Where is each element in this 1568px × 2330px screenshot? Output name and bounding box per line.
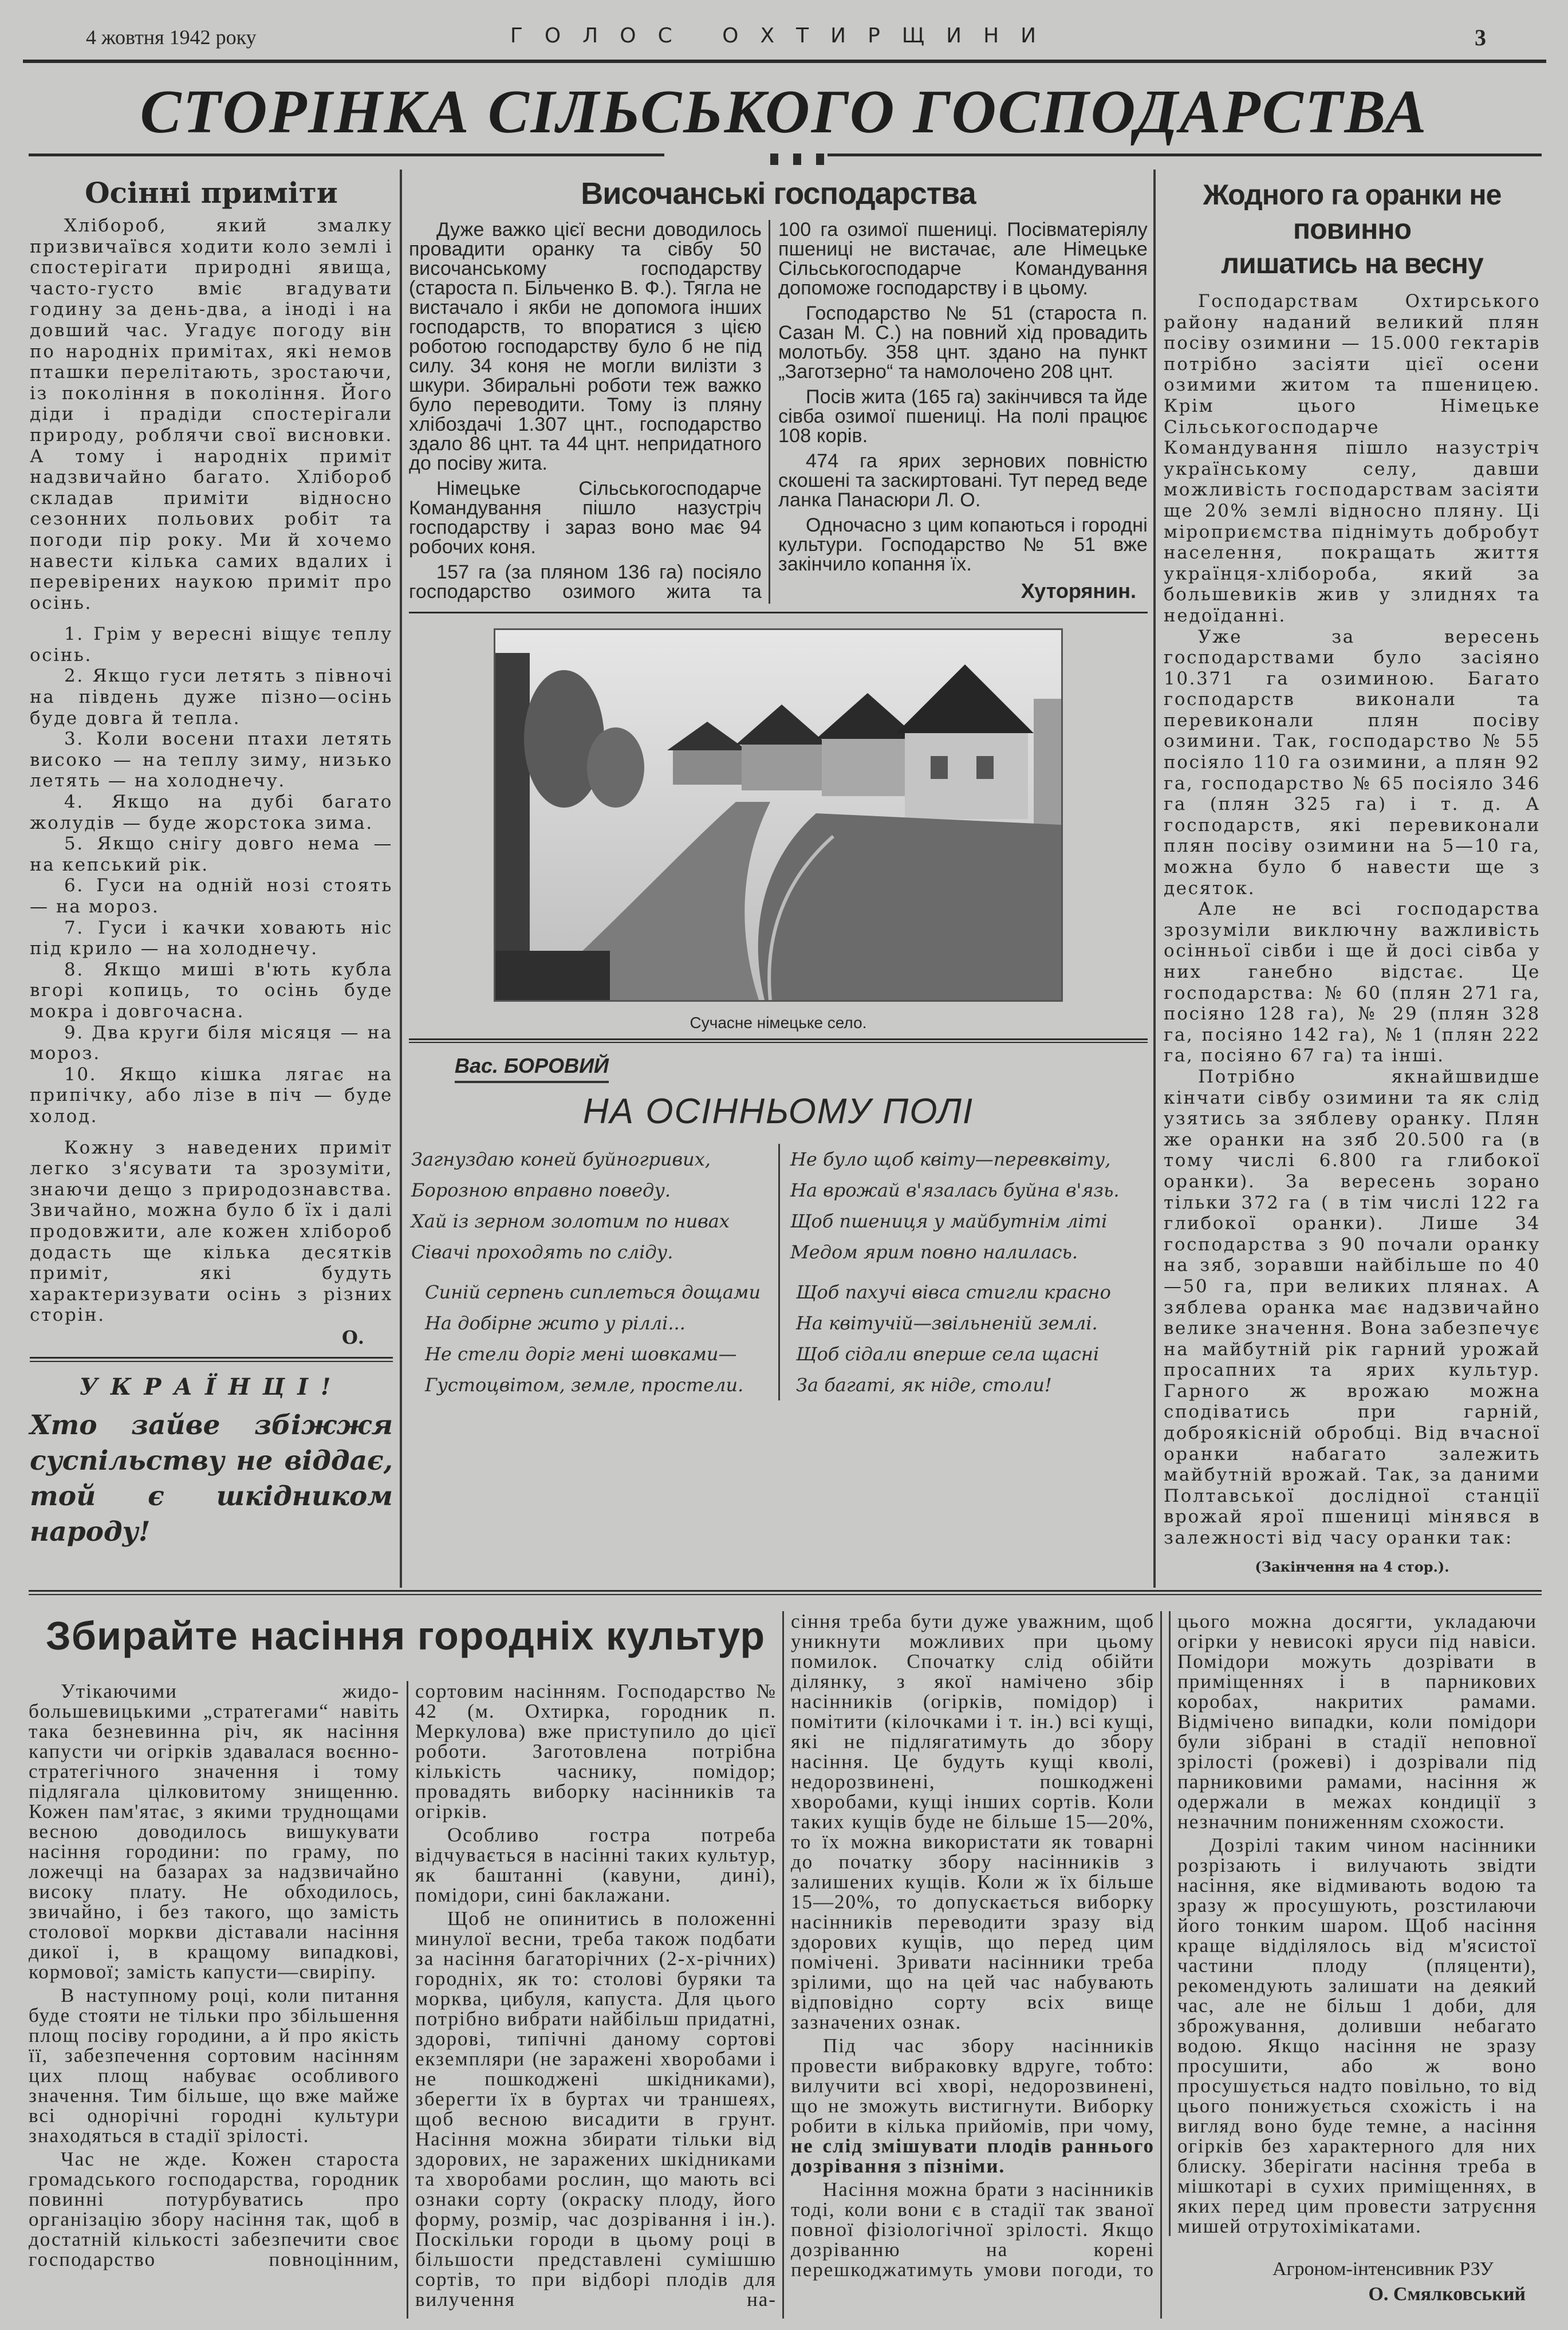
- slogan-heading: УКРАЇНЦІ!: [79, 1373, 344, 1400]
- poem-stanza: [409, 1277, 778, 1400]
- paragraph: [1177, 1835, 1537, 2236]
- poem-line: Щоб пахучі вівса стигли красно: [796, 1281, 1111, 1303]
- list-item: 2. Якщо гуси летять з півночі на південь дуже пізно—осінь буде довга й тепла.: [30, 666, 393, 729]
- paragraph: [791, 2179, 1155, 2280]
- paragraph-text: Господарство № 51 (староста п. Сазан М. С.) на повний хід провадить молотьбу. 358 цнт. здано на пункт „Заготзерно“ та намолочено 208 цнт.: [778, 302, 1148, 383]
- emphasized-text: не слід змішувати плодів раннього дозрівання з пізніми.: [791, 2134, 1155, 2177]
- paragraph-text: сортовим насінням. Господарство № 42 (м. Охтирка, городник п. Меркулова) вже приступило до цієї роботи. Заготовлена потрібна кількість часнику, помідор; провадять виборку насінників та огірків.: [415, 1679, 777, 1823]
- paragraph-text: Дозрілі таким чином насінники розрізають і вилучають звідти насіння, яке відмивають водою та зразу ж просушують, розстилаючи його тонким шаром. Щоб насіння краще відділялось від м'ясистої частини плоду (пляценти), рекомендують залишати на деякий час, але не більш 1 доби, для зброжування, доливши небагато водою. Якщо насіння не зразу просушити, або ж воно просушується надто повільно, то від цього понижується схожість і на вигляд воно буде темне, а насіння огірків без характерного для них блиску. Зберігати насіння треба в мішкотарі в сухих приміщеннях, в яких перед цим провести затруєння мишей отрутохімікатами.: [1177, 1833, 1537, 2237]
- article-title: [1164, 178, 1541, 281]
- list-item: 10. Якщо кішка лягає на припічку, або лізе в піч — буде холод.: [30, 1064, 393, 1127]
- section-rule: [29, 1594, 1542, 1595]
- list-item: 5. Якщо снігу довго нема — на кепський рік.: [30, 833, 393, 875]
- ornament-dot: [770, 154, 778, 165]
- list-item: 3. Коли восени птахи летять високо — на теплу зиму, низько летять — на холоднечу.: [30, 729, 393, 792]
- paragraph-text: Щоб не опинитись в положенні минулої весни, треба також подбати за насіння багаторічних (2-х-річних) городніх, як то: столові буряки та морква, цибуля, капуста. Для цього потрібно вибрати найбільш придатні, здорові, типічні даному сортові екземпляри (не заражені хворобами і не пошкоджені шкідниками), зберегти їх в буртах чи траншеях, щоб весною висадити в грунт. Насіння можна збирати тільки від здорових, не заражених шкідниками та хворобами рослин, що мають всі ознаки сорту (окраску плоду, його форму, розмір, час дозрівання і ін.). Поскільки городи в цьому році в більшости представлені сумішшю сортів, то при відборі плодів для вилучення на-: [415, 1907, 777, 2311]
- paragraph-text: Під час збору насінників провести вибраковку вдруге, тобто: вилучити всі хворі, недорозвинені, що не зможуть вистигнути. Виборку робити в кілька прийомів, при чому,: [791, 2034, 1155, 2137]
- paragraph: [29, 1985, 400, 2146]
- paragraph: [29, 2149, 400, 2269]
- issue-date: 4 жовтня 1942 року: [86, 26, 257, 49]
- paragraph: Хлібороб, який змалку призвичаївся ходити коло землі і спостерігати природні явища, часто-густо вміє вгадувати годину за день-два, а іноді і на довший час. Угадує погоду він по народніх примітах, які немов пташки перелітають, зростаючи, із покоління в покоління. Його діди і прадіди спостерігали природу, роблячи свої висновки. А тому і народніх приміт надзвичайно багато. Хлібороб складав приміти відносно сезонних польових робіт та погоди пір року. Ми й хочемо навести кілька самих вдалих і перевірених наукою приміт про осінь.: [30, 215, 393, 613]
- article-columns: [409, 220, 1148, 604]
- paragraph: Уже за вересень господарствами було засіяно 10.371 га озиминою. Багато господарств виконали та перевиконали плян посіву озимини. Так, господарство № 55 посіяло 110 га озимини, а плян 92 га, господарство № 65 посіяло 346 га (плян 325 га) і т. д. А господарств, які перевиконали плян посіву озимини на 5—10 га, можна було б навести ще з десяток.: [1164, 626, 1541, 899]
- ornament-dot: [816, 154, 824, 165]
- article-collect-seeds: [29, 1611, 1542, 2319]
- signature-role: Агроном-інтенсивник РЗУ: [1272, 2258, 1494, 2280]
- paragraph: [778, 387, 1148, 446]
- poem-stanza: [409, 1144, 778, 1268]
- article-title-line: Жодного га оранки не повинно: [1203, 179, 1502, 245]
- list-item: 1. Грім у вересні віщує теплу осінь.: [30, 624, 393, 666]
- poem-stanza: [778, 1268, 1148, 1400]
- paragraph-text: 474 га ярих зернових повністю скошені та заскиртовані. Тут перед веде ланка Панасюри Л. О.: [778, 450, 1148, 511]
- list-item: 7. Гуси і качки ховають ніс під крило — на холоднечу.: [30, 917, 393, 959]
- article-column: [407, 1681, 782, 2319]
- poem-line: Не стели доріг мені шовками—: [425, 1343, 737, 1365]
- paragraph: Потрібно якнайшвидше кінчати сівбу озимини та як слід узятись за зяблеву оранку. Плян же оранки на зяб 20.500 га (в тому числі 6.800 га глибокої оранки). За вересень зорано тільки 372 га ( в тім числі 122 га глибокої оранки). Лише 34 господарства з 90 почали оранку на зяб, зоравши найбільше по 40—50 га, при великих плянах. А зяблева оранка має надзвичайно велике значення. Вона забезпечує на майбутній рік гарний урожай просапних та ярих культур. Гарного ж врожаю можна сподіватись при гарній, доброякісній обробці. Від вчасної оранки набагато залежить майбутній врожай. Так, за даними Полтавської дослідної станції врожай ярої пшениці мінявся в залежності від часу оранки так:: [1164, 1066, 1541, 1549]
- village-photo-image: [495, 630, 1061, 1000]
- signs-list: [30, 624, 393, 1127]
- section-rule: [29, 1590, 1542, 1592]
- slogan-text: Хто зайве збіжжя суспільству не віддає, той є шкідником народу!: [30, 1409, 393, 1548]
- article-body: [1164, 291, 1541, 1549]
- newspaper-masthead: ГОЛОС ОХТИРЩИНИ: [510, 24, 1058, 48]
- article-title: Збирайте насіння городніх культур: [45, 1613, 766, 1658]
- paragraph-text: 157 га (за пляном 136 га) посіяло господарство озимого жита та: [409, 561, 762, 603]
- paragraph-text: Особливо гостра потреба відчувається в насінні таких культур, як баштанні (кавуни, дині), помідори, сині баклажани.: [415, 1823, 777, 1906]
- photo-caption: Сучасне німецьке село.: [690, 1014, 867, 1032]
- poem-line: Щоб пшениця у майбутнім літі: [790, 1210, 1108, 1232]
- top-section: [29, 170, 1542, 1588]
- signature-name: О. Смялковський: [1368, 2283, 1526, 2305]
- paragraph-text: Посів жита (165 га) закінчився та йде сівба озимої пшениці. На полі працює 108 корів.: [778, 386, 1148, 447]
- title-rule-right: [828, 154, 1542, 156]
- paragraph: Але не всі господарства зрозуміли виключну важливість осінньої сівби і ще й досі сівба у них ганебно відстає. Це господарства: № 60 (плян 271 га, посіяно 128 га), № 29 (плян 328 га, посіяно 142 га), № 1 (плян 222 га, посіяно 67 га) та інші.: [1164, 899, 1541, 1066]
- poem-line: На добірне жито у ріллі...: [425, 1312, 685, 1334]
- poem-line: Загнуздаю коней буйногривих,: [411, 1148, 711, 1170]
- paragraph-text: В наступному році, коли питання буде стояти не тільки про збільшення площ посіву городини, а й про якість її, забезпечення сортовим насінням цих площ набуває особливого значення. Тим більше, що вже майже всі однорічні городні культури знаходяться в стадії зрілості.: [29, 1983, 400, 2147]
- list-item: 6. Гуси на одній нозі стоять — на мороз.: [30, 875, 393, 917]
- article-title-line: лишатись на весну: [1221, 247, 1483, 280]
- article-no-hectare-left: [1156, 170, 1542, 1588]
- poem-line: Медом ярим повно налилась.: [790, 1241, 1078, 1263]
- signature: [1169, 2257, 1539, 2319]
- hedge: [758, 813, 1061, 1000]
- header-rule: [23, 60, 1546, 63]
- section-rule: [30, 1357, 393, 1359]
- village-photo: [494, 628, 1063, 1002]
- poem-line: Борозною вправно поведу.: [411, 1179, 671, 1201]
- poem-title: НА ОСІННЬОМУ ПОЛІ: [582, 1092, 974, 1131]
- poem-line: Щоб сідали вперше села щасні: [796, 1343, 1100, 1365]
- paragraph: Господарствам Охтирського району наданий великий плян посіву озимини — 15.000 гектарів потрібно засіяти цієї осени озимими житом та пшеницею. Крім цього Німецьке Сільськогосподарче Командування пішло назустріч українському селу, давши можливість господарствам засіяти ще 20% землі відносно пляну. Ці міроприємства піднімуть добробут населення, покращать життя українця-хлібороба, який за большевиків жив у злиднях та недоїданні.: [1164, 291, 1541, 626]
- page-body: [29, 170, 1542, 2319]
- article-vysochanski: [400, 170, 1156, 1588]
- paragraph: [1177, 1611, 1537, 1832]
- paragraph: [415, 1908, 777, 2309]
- article-column: [769, 220, 1148, 604]
- section-rule: [409, 1038, 1148, 1040]
- article-column-wrap: [1160, 1611, 1542, 2319]
- poem-line: Густоцвітом, земле, простели.: [425, 1374, 744, 1396]
- paragraph: [791, 1611, 1155, 2032]
- paragraph-text: Німецьке Сільськогосподарче Командування пішло назустріч господарству і зараз воно має 94 робочих коня.: [409, 478, 762, 558]
- ornament-dot: [793, 154, 801, 165]
- paragraph-text: Насіння можна брати з насінників тоді, коли вони є в стадії так званої повної фізіологічної зрілості. Якщо дозріванню на корені перешкоджатимуть умови погоди, то: [791, 2178, 1155, 2281]
- paragraph: [778, 451, 1148, 510]
- paragraph-text: 100 га озимої пшениці. Посівматеріялу пшениці не вистачає, але Німецьке Сільськогосподарче Командування допоможе господарству і в цьому.: [778, 219, 1148, 299]
- section-rule: [30, 1361, 393, 1362]
- continued-note: (Закінчення на 4 стор.).: [1255, 1558, 1449, 1575]
- poem-stanza: [778, 1144, 1148, 1268]
- paragraph: [778, 304, 1148, 381]
- paragraph: [409, 220, 762, 473]
- poem-author: Вас. БОРОВИЙ: [455, 1053, 609, 1083]
- paragraph: [791, 2036, 1155, 2176]
- signature: Хуторянин.: [1021, 579, 1136, 603]
- section-divider: [29, 1590, 1542, 1595]
- paragraph: [415, 1681, 777, 1821]
- paragraph: [409, 562, 762, 601]
- list-item: 4. Якщо на дубі багато жолудів — буде жорстока зима.: [30, 792, 393, 833]
- article-column: [29, 1681, 407, 2319]
- poem-line: На квітучій—звільненій землі.: [796, 1312, 1098, 1334]
- page-title: СТОРІНКА СІЛЬСЬКОГО ГОСПОДАРСТВА: [140, 78, 1428, 146]
- page-number: 3: [1475, 25, 1486, 50]
- poem-body: [409, 1144, 1148, 1400]
- paragraph-text: сіння треба бути дуже уважним, щоб уникнути можливих при цьому помилок. Спочатку слід обійти ділянку, з якої намічено збір насінників (огірків, помідор) і помітити (кілочками і т. ін.) всі кущі, які не підлягатимуть до збору насіння. Це будуть кущі кволі, недорозвинені, пошкоджені хворобами, кущі інших сортів. Коли таких кущів буде не більше 15—20%, то їх можна використати як товарні до початку збору насінників з залишених кущів. Коли ж їх більше 15—20%, то допускається виборку насінників переводити зразу від здорових кущів, що перед цим помічені. Зривати насінники треба зрілими, що на цей час набувають відповідно сорту всіх вище зазначених ознак.: [791, 1609, 1155, 2033]
- paragraph: [778, 220, 1148, 298]
- article-column: [782, 1611, 1160, 2319]
- article-title: Височанські господарства: [581, 176, 976, 211]
- paragraph: Кожну з наведених приміт легко з'ясувати та зрозуміти, знаючи дещо з природознавства. Звичайно, можна було б їх і далі продовжити, але кожен хлібороб додасть ще кілька десятків приміт, які будуть характеризувати осінь з різних сторін.: [30, 1137, 393, 1326]
- poem-line: Синій серпень сиплеться дощами: [425, 1281, 761, 1303]
- poem-line: Хай із зерном золотим по нивах: [411, 1210, 730, 1232]
- poem-line: За багаті, як ніде, столи!: [796, 1374, 1052, 1396]
- paragraph: [778, 515, 1148, 574]
- article-title: Осінні приміти: [85, 176, 338, 210]
- poem-line: На врожай в'язалась буйна в'язь.: [790, 1179, 1120, 1201]
- paragraph: [409, 479, 762, 557]
- paragraph-text: Час не жде. Кожен староста громадського господарства, городник повинні потурбуватись про організацію збору насіння так, щоб в достатній кількості забезпечити своє господарство повноцінним,: [29, 2147, 400, 2270]
- section-rule: [409, 1042, 1148, 1043]
- article-column: [409, 220, 769, 604]
- article-autumn-signs: [29, 170, 400, 1588]
- paragraph: [29, 1681, 400, 1982]
- paragraph-text: Дуже важко цієї весни доводилось провадити оранку та сівбу 50 височанському господарству (староста п. Більченко В. Ф.). Тягла не вистачало і якби не допомога інших господарств, то впоратися з цією роботою господарству було б не під силу. 34 коня не могли вилізти з шкури. Збиральні роботи теж важко було переводити. Тому із пляну хлібоздачі 1.307 цнт., господарство здало 86 цнт. та 44 цнт. непридатного до посіву жита.: [409, 219, 762, 474]
- poem-line: Не було щоб квіту—перевквіту,: [790, 1148, 1111, 1170]
- list-item: 8. Якщо миші в'ють кубла вгорі копиць, то осінь буде мокра і довгочасна.: [30, 959, 393, 1022]
- signature: О.: [341, 1326, 364, 1348]
- paragraph-text: Одночасно з цим копаються і городні культури. Господарство № 51 вже закінчило копання їх.: [778, 514, 1148, 575]
- article-column: [1169, 1611, 1539, 2236]
- title-rule-left: [29, 154, 664, 156]
- paragraph-text: Утікаючими жидо-большевицькими „стратегами“ навіть така безневинна річ, як насіння капусти чи огірків здавалася воєнно-стратегічного значення і тому підлягала цілковитому знищенню. Кожен пам'ятає, з якими труднощами весною доводилось вишукувати насіння городини: по граму, по ложечці на базарах за надзвичайно високу плату. Не обходилось, звичайно, і без такого, що замість столової моркви діставали насіння дикої і, в кращому випадкові, кормової; замість капусти—свиріпу.: [29, 1679, 400, 1983]
- section-rule: [409, 612, 1148, 613]
- paragraph: [415, 1825, 777, 1905]
- list-item: 9. Два круги біля місяця — на мороз.: [30, 1022, 393, 1064]
- paragraph-text: цього можна досягти, укладаючи огірки у невисокі яруси під навіси. Помідори можуть дозрівати в приміщеннях і в парникових коробах, накритих рамами. Відмічено випадки, коли помідори були зібрані в стадії неповної зрілості (рожеві) і дозрівали під парниковими рамами, насіння ж одержали в межах кондиції з незначним пониженням схожости.: [1177, 1609, 1537, 1833]
- poem-line: Сівачі проходять по сліду.: [411, 1241, 673, 1263]
